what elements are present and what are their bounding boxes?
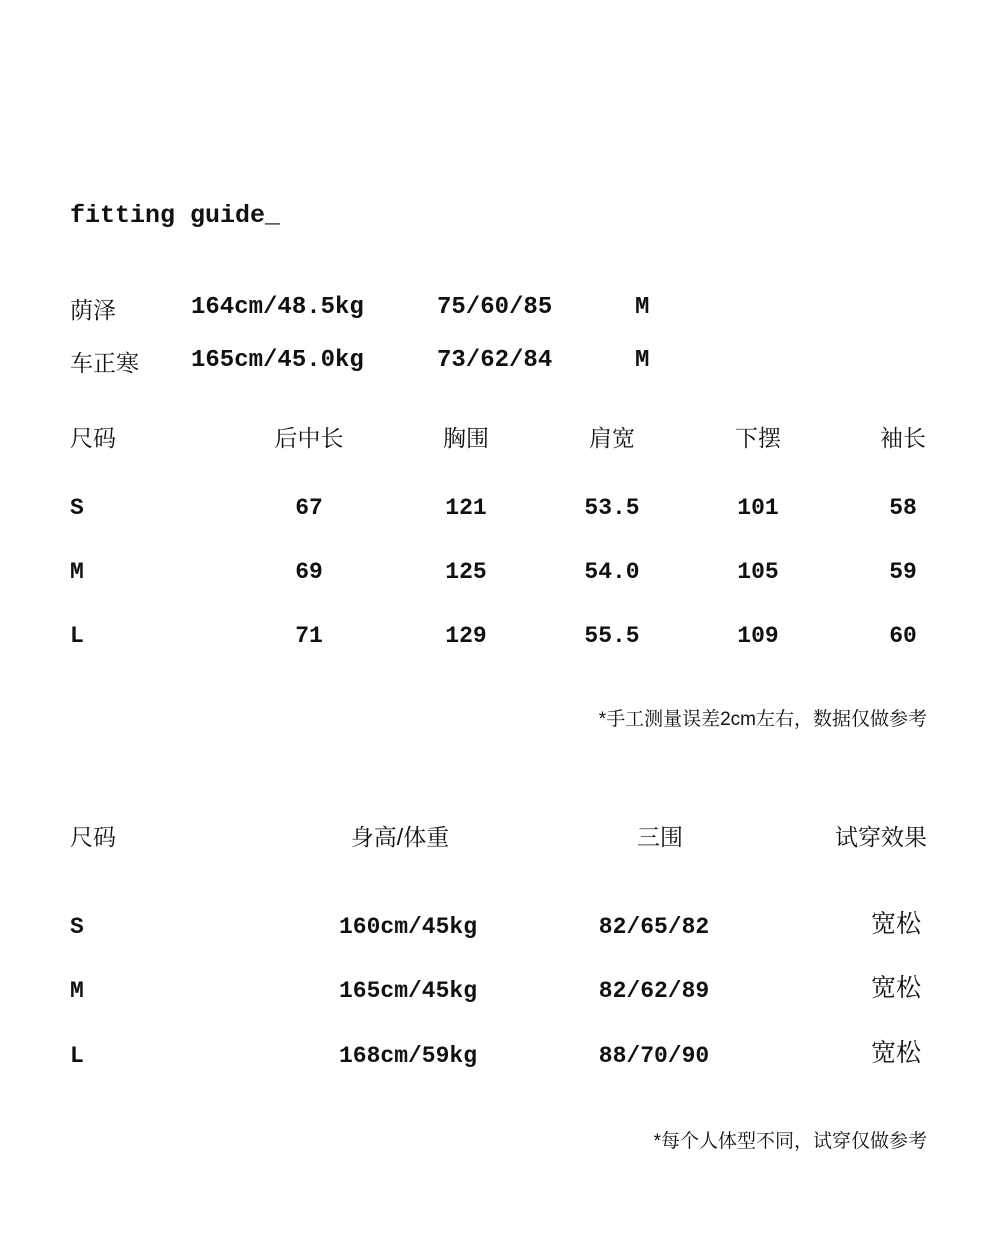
model-measurements: 75/60/85 <box>437 294 553 321</box>
size-table-header-hem: 下摆 <box>735 425 781 451</box>
table-cell: S <box>70 495 84 521</box>
measurement-note: *手工测量误差2cm左右，数据仅做参考 <box>598 709 927 730</box>
table-cell: 129 <box>445 623 487 649</box>
table-cell: 109 <box>737 623 779 649</box>
fit-table-header-measurements: 三围 <box>637 824 683 850</box>
table-cell: 165cm/45kg <box>338 978 478 1004</box>
model-size: M <box>635 294 650 321</box>
table-cell: L <box>70 623 84 649</box>
table-cell: 82/65/82 <box>598 914 710 940</box>
table-cell: 67 <box>295 495 323 521</box>
table-cell: 60 <box>889 623 917 649</box>
table-cell: 宽松 <box>870 910 921 938</box>
size-table-header-size: 尺码 <box>70 425 116 451</box>
table-cell: 88/70/90 <box>598 1043 710 1069</box>
table-cell: 82/62/89 <box>598 978 710 1004</box>
table-cell: 宽松 <box>870 1039 921 1067</box>
table-cell: M <box>70 559 84 585</box>
table-cell: 55.5 <box>584 623 640 649</box>
table-cell: M <box>70 978 84 1004</box>
table-cell: 53.5 <box>584 495 640 521</box>
model-size: M <box>635 347 650 374</box>
table-cell: S <box>70 914 84 940</box>
model-name: 车正寒 <box>70 350 139 376</box>
table-cell: 59 <box>889 559 917 585</box>
model-measurements: 73/62/84 <box>437 347 553 374</box>
table-cell: 71 <box>295 623 323 649</box>
table-cell: 121 <box>445 495 487 521</box>
size-table-header-shoulder: 肩宽 <box>589 425 635 451</box>
table-cell: 160cm/45kg <box>338 914 478 940</box>
table-cell: 宽松 <box>870 974 921 1002</box>
table-cell: 168cm/59kg <box>338 1043 478 1069</box>
fit-table-header-height-weight: 身高/体重 <box>350 824 450 850</box>
size-table-header-sleeve: 袖长 <box>880 425 926 451</box>
page-title: fitting guide_ <box>70 201 281 230</box>
table-cell: L <box>70 1043 84 1069</box>
table-cell: 125 <box>445 559 487 585</box>
fit-table-header-size: 尺码 <box>70 824 116 850</box>
model-row <box>70 345 930 375</box>
fit-table-header-fit: 试穿效果 <box>835 824 927 850</box>
table-cell: 58 <box>889 495 917 521</box>
model-name: 荫泽 <box>70 297 116 323</box>
table-cell: 69 <box>295 559 323 585</box>
table-cell: 54.0 <box>584 559 640 585</box>
model-height-weight: 165cm/45.0kg <box>191 347 364 374</box>
fit-note: *每个人体型不同，试穿仅做参考 <box>653 1131 927 1152</box>
size-table-header-length: 后中长 <box>274 425 344 451</box>
table-cell: 105 <box>737 559 779 585</box>
table-cell: 101 <box>737 495 779 521</box>
model-row <box>70 292 930 322</box>
model-height-weight: 164cm/48.5kg <box>191 294 364 321</box>
size-table-header-chest: 胸围 <box>443 425 489 451</box>
